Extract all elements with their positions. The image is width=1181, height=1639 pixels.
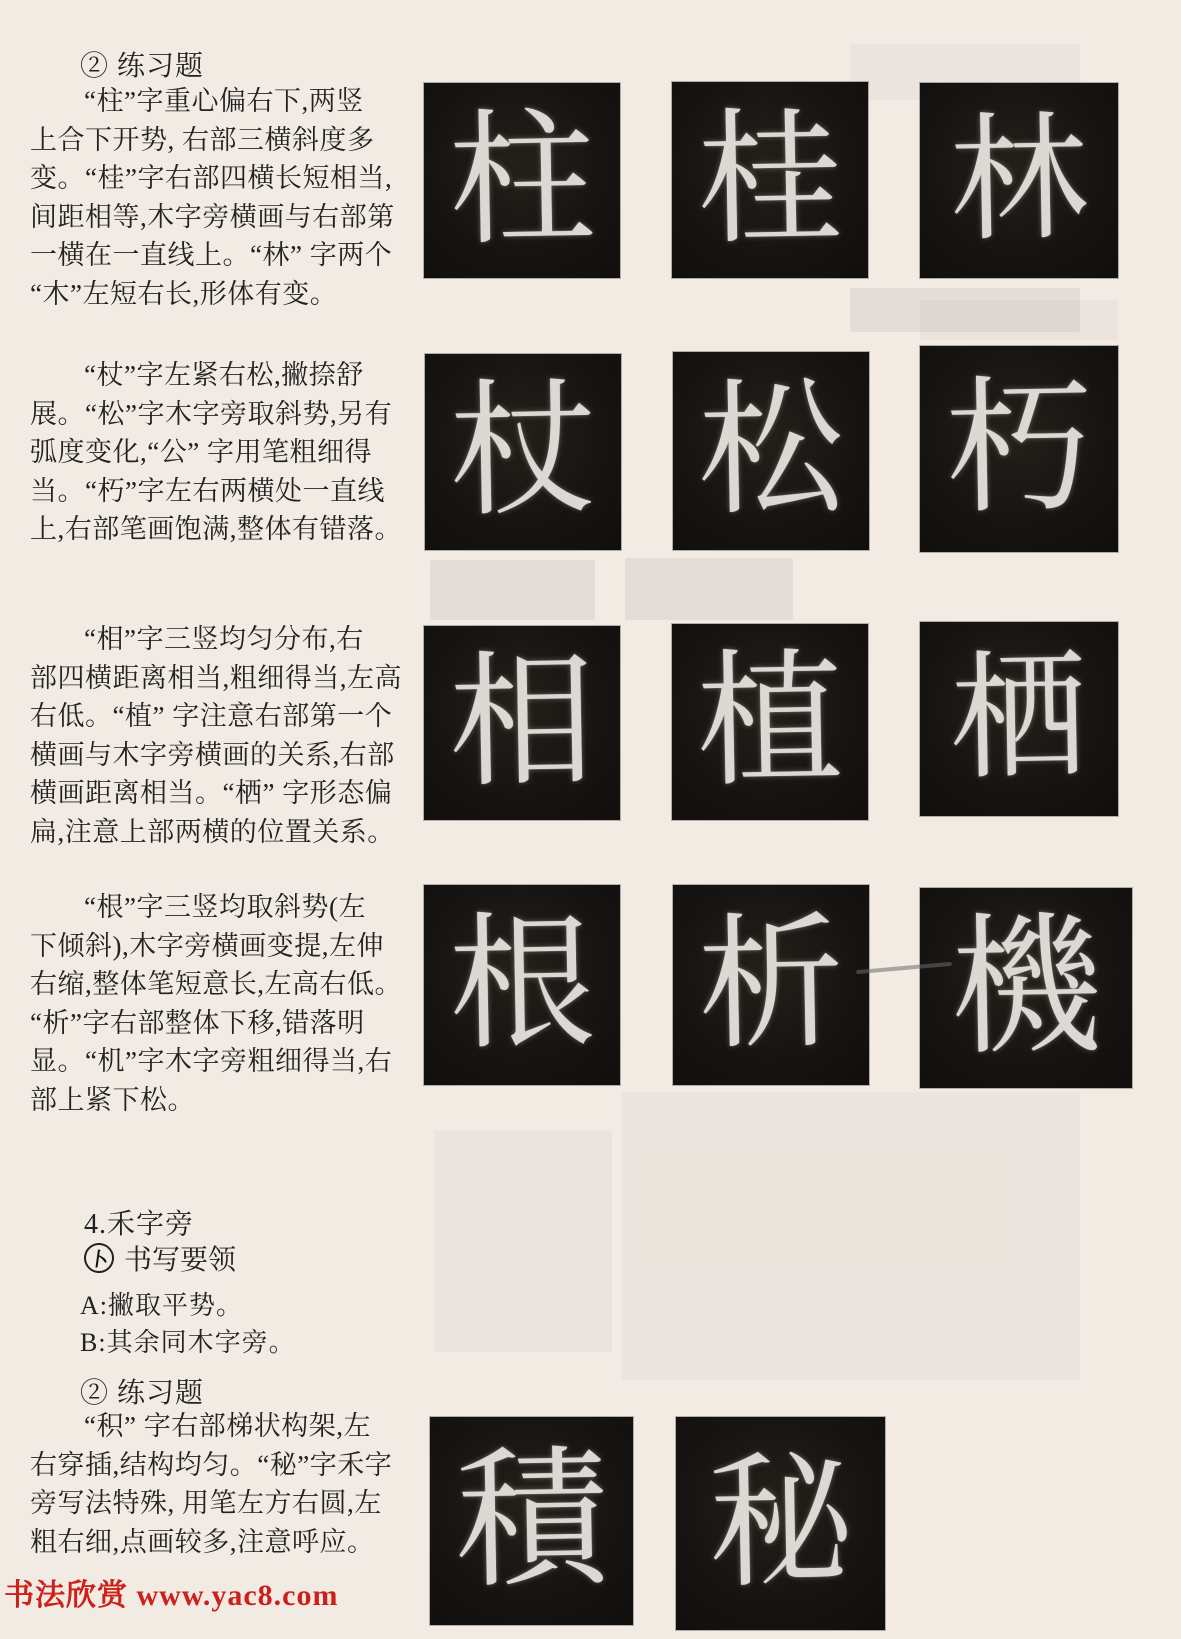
calligraphy-tile-zhu (424, 83, 620, 278)
text-line: 右穿插,结构均匀。“秘”字禾字 (30, 1449, 393, 1480)
text-line: 部四横距离相当,粗细得当,左高 (30, 662, 402, 693)
rubbing-character: 松 (696, 368, 846, 534)
calligraphy-tile-gen (424, 885, 620, 1085)
rubbing-character: 柱 (447, 98, 597, 263)
rubbing-character: 植 (695, 639, 845, 805)
paragraph-zhang (30, 356, 416, 549)
rubbing-character: 朽 (944, 366, 1094, 532)
rubbing-character: 析 (696, 902, 846, 1068)
calligraphy-tile-qi (920, 622, 1118, 816)
rubbing-character: 林 (948, 102, 1090, 258)
essentials-item-a: A:撇取平势。 (80, 1291, 244, 1320)
text-line: “柱”字重心偏右下,两竖 (84, 86, 364, 116)
rubbing-character: 相 (447, 640, 597, 806)
text-line: 一横在一直线上。“林” 字两个 (30, 240, 393, 271)
text-line: 扁,注意上部两横的位置关系。 (30, 816, 395, 847)
rubbing-character: 根 (447, 902, 597, 1068)
text-line: 显。“机”字木字旁粗细得当,右 (30, 1046, 393, 1077)
show-through-ghost (434, 1130, 612, 1352)
text-line: 部上紧下松。 (30, 1084, 195, 1115)
text-line: “积” 字右部梯状构架,左 (84, 1411, 371, 1441)
calligraphy-tile-zhang (425, 354, 621, 550)
exercise-heading-bottom: ② 练习题 (80, 1378, 205, 1409)
calligraphy-tile-zhi (672, 624, 868, 820)
text-line: 间距相等,木字旁横画与右部第 (30, 201, 395, 232)
show-through-ghost (622, 1092, 1080, 1380)
text-line: 右缩,整体笔短意长,左高右低。 (30, 969, 402, 1000)
text-line: 弧度变化,“公” 字用笔粗细得 (30, 437, 372, 468)
text-line: 上,右部笔画饱满,整体有错落。 (30, 514, 402, 545)
text-line: “相”字三竖均匀分布,右 (84, 624, 364, 654)
paragraph-ji (30, 1407, 416, 1561)
show-through-ghost (625, 558, 793, 620)
text-line: “杖”字左紧右松,撇捺舒 (84, 360, 364, 390)
text-line: 展。“松”字木字旁取斜势,另有 (30, 398, 393, 429)
rubbing-character: 秘 (706, 1441, 855, 1606)
paragraph-zhu (30, 82, 416, 314)
text-line: 横画与木字旁横画的关系,右部 (30, 739, 395, 770)
calligraphy-tile-lin (920, 83, 1118, 278)
rubbing-character: 積 (454, 1435, 609, 1607)
section4-heading: 4.禾字旁 (84, 1209, 195, 1240)
writing-essentials-row (84, 1238, 236, 1278)
rubbing-character: 栖 (948, 640, 1090, 797)
writing-essentials-label: 书写要领 (124, 1245, 237, 1276)
rubbing-character: 桂 (695, 97, 845, 263)
circled-brush-marker-icon: 卜 (82, 1241, 116, 1275)
text-line: 旁写法特殊, 用笔左方右圆,左 (30, 1488, 382, 1519)
text-line: “根”字三竖均取斜势(左 (84, 892, 366, 922)
exercise-heading-top: ② 练习题 (80, 51, 205, 82)
calligraphy-tile-gui (672, 82, 868, 278)
text-line: 当。“朽”字左右两横处一直线 (30, 475, 385, 506)
text-line: 粗右细,点画较多,注意呼应。 (30, 1526, 375, 1557)
calligraphy-tile-xiang (424, 626, 620, 820)
text-line: 上合下开势, 右部三横斜度多 (30, 124, 375, 155)
calligraphy-tile-xi (673, 885, 869, 1085)
site-watermark: 书法欣赏 www.yac8.com (4, 1579, 339, 1612)
calligraphy-tile-ji-accumulate (430, 1417, 633, 1625)
rubbing-character: 杖 (448, 369, 598, 535)
paragraph-xiang (30, 620, 416, 852)
text-line: 下倾斜),木字旁横画变提,左伸 (30, 930, 384, 961)
paragraph-gen (30, 888, 416, 1120)
text-line: 变。“桂”字右部四横长短相当, (30, 163, 393, 194)
calligraphy-tile-ji-machine (920, 888, 1132, 1088)
calligraphy-tile-mi (676, 1417, 885, 1630)
essentials-item-b: B:其余同木字旁。 (80, 1328, 296, 1357)
calligraphy-tile-song (673, 352, 869, 550)
text-line: 右低。“植” 字注意右部第一个 (30, 701, 393, 732)
calligraphy-tile-xiu (920, 346, 1118, 552)
rubbing-character: 機 (948, 902, 1104, 1074)
text-line: “木”左短右长,形体有变。 (30, 278, 338, 309)
text-line: 横画距离相当。“栖” 字形态偏 (30, 778, 393, 809)
text-line: “析”字右部整体下移,错落明 (30, 1007, 365, 1038)
show-through-ghost (920, 300, 1118, 340)
show-through-ghost (430, 560, 595, 620)
